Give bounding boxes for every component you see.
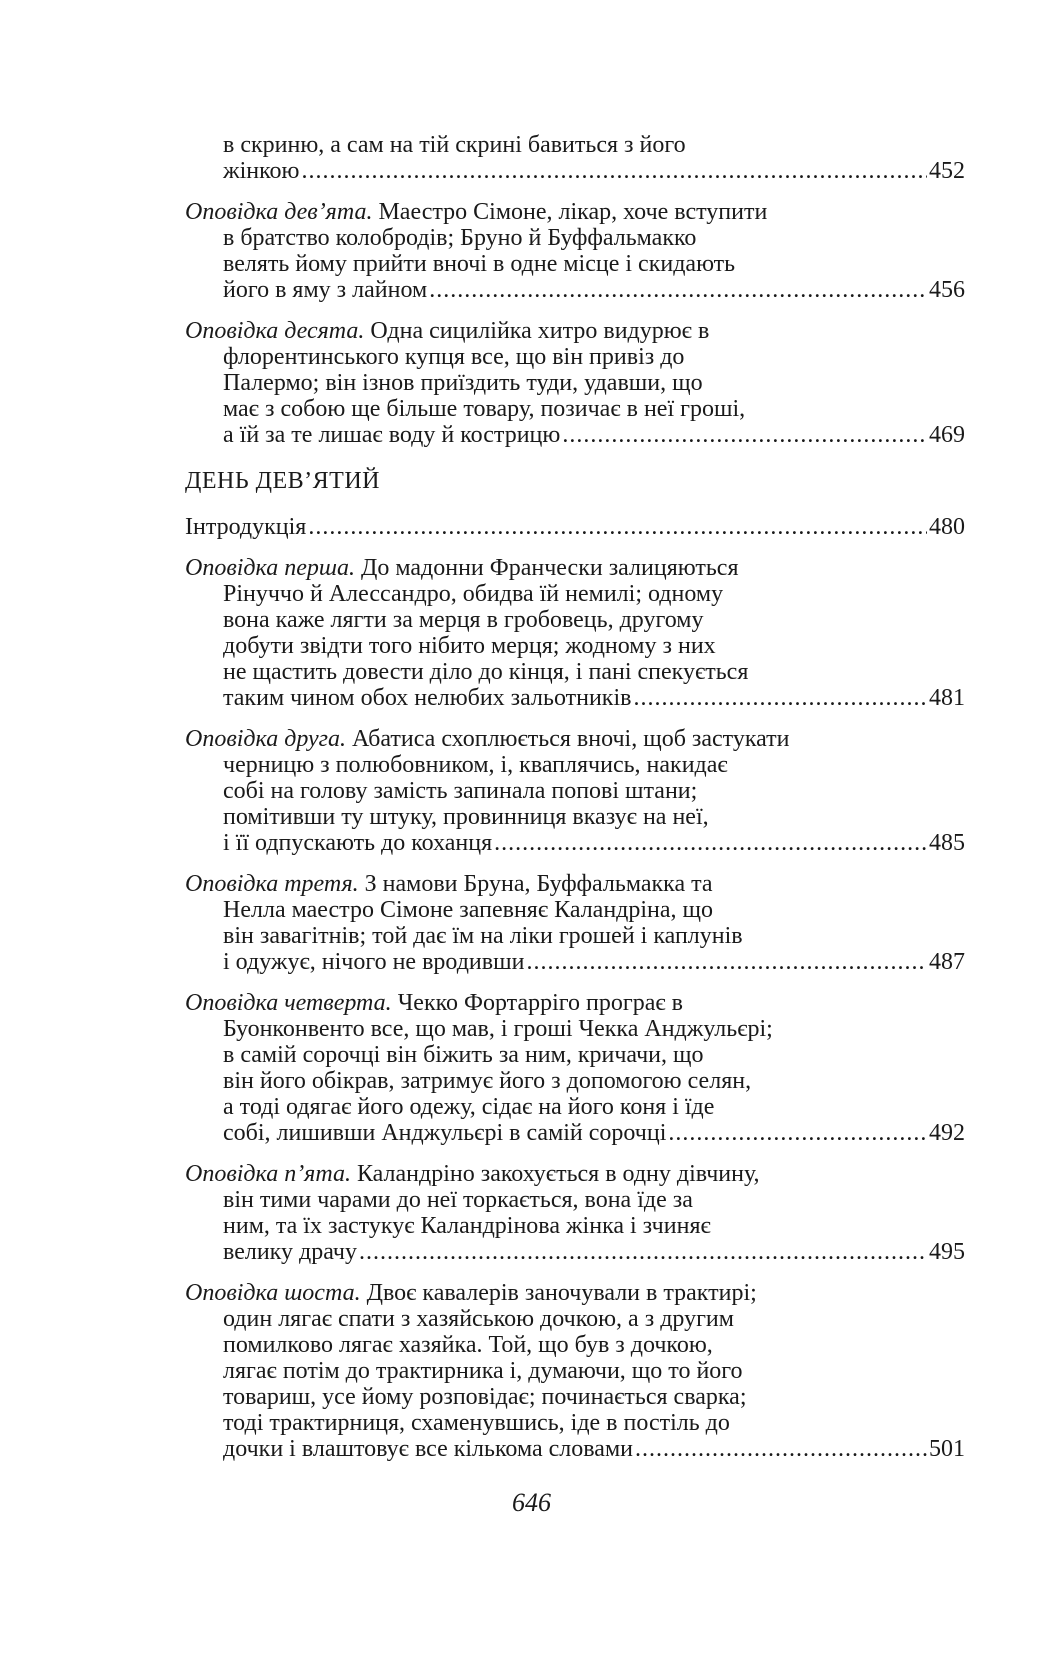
toc-entry-text: собі на голову замість запинала попові штани; (223, 778, 698, 804)
toc-entry-text: Чекко Фортарріго програє в (391, 990, 684, 1016)
toc-entry-text: і її одпускають до коханця (223, 830, 493, 856)
toc-entry-label: Оповідка друга. (185, 726, 347, 752)
toc-entry-last-line (185, 514, 965, 540)
toc-entry-text: і одужує, нічого не вродивши (223, 949, 525, 975)
toc-entry-text: він завагітнів; той дає їм на ліки грошей і каплунів (223, 923, 743, 949)
toc-entry-line (185, 804, 965, 830)
toc-entry-text: він його обікрав, затримує його з допомогою селян, (223, 1068, 752, 1094)
toc-entry-text: З намови Бруна, Буффальмакка та (358, 871, 713, 897)
toc-entry-last-line (185, 1239, 965, 1265)
toc-entry-text: Буонконвенто все, що мав, і гроші Чекка Анджульєрі; (223, 1016, 773, 1042)
toc-entry-text: має з собою ще більше товару, позичає в неї гроші, (223, 396, 746, 422)
toc-entry-line (185, 1187, 965, 1213)
toc-entry-text: а тоді одягає його одежу, сідає на його коня і їде (223, 1094, 715, 1120)
toc-entry-text: Каландріно закохується в одну дівчину, (350, 1161, 760, 1187)
toc-entries-after (185, 555, 965, 1462)
toc-entry-text: помітивши ту штуку, провинниця вказує на неї, (223, 804, 709, 830)
toc-entry (185, 199, 965, 303)
toc-entry-line (185, 1410, 965, 1436)
toc-entry-text: ним, та їх застукує Каландрінова жінка і зчиняє (223, 1213, 711, 1239)
toc-entry-text: собі, лишивши Анджульєрі в самій сорочці (223, 1120, 667, 1146)
toc-entry (185, 555, 965, 711)
toc-entry-text: один лягає спати з хазяйською дочкою, а з другим (223, 1306, 734, 1332)
toc-entry-line (185, 726, 965, 752)
toc-entry-label: Оповідка четверта. (185, 990, 392, 1016)
toc-entry-line (185, 1280, 965, 1306)
toc-entry-line (185, 778, 965, 804)
toc-entry-text: Палермо; він ізнов приїздить туди, удавши, що (223, 370, 703, 396)
dot-leader (668, 1120, 927, 1146)
toc-entry-label: Оповідка перша. (185, 555, 355, 581)
toc-entry-text: в самій сорочці він біжить за ним, кричачи, що (223, 1042, 704, 1068)
toc-entry-text: Двоє кавалерів заночували в трактирі; (360, 1280, 757, 1306)
toc-entry-line (185, 1016, 965, 1042)
toc-entry-label: Оповідка третя. (185, 871, 359, 897)
toc-entry-line (185, 659, 965, 685)
toc-entry-text: він тими чарами до неї торкається, вона їде за (223, 1187, 693, 1213)
toc-entry (185, 1280, 965, 1462)
toc-entry-text: Інтродукція (185, 514, 307, 540)
toc-entry-line (185, 633, 965, 659)
toc-entry-text: таким чином обох нелюбих зальотників (223, 685, 632, 711)
toc-entry-last-line (185, 277, 965, 303)
table-of-contents (185, 132, 965, 1477)
toc-entry-line (185, 318, 965, 344)
toc-entry-text: в братство колобродів; Бруно й Буффальмакко (223, 225, 697, 251)
toc-page-number: 456 (929, 277, 965, 303)
toc-entry-text: Абатиса схоплюється вночі, щоб застукати (346, 726, 790, 752)
toc-page-number: 485 (929, 830, 965, 856)
toc-entry-line (185, 1306, 965, 1332)
toc-entry-last-line (223, 158, 965, 184)
dot-leader (494, 830, 927, 856)
toc-entry-last-line (185, 685, 965, 711)
toc-entry (185, 132, 965, 184)
toc-entry-text: Нелла маестро Сімоне запевняє Каландріна, що (223, 897, 714, 923)
toc-entry-line (185, 555, 965, 581)
toc-entry-text: товариш, усе йому розповідає; починається сварка; (223, 1384, 747, 1410)
dot-leader (633, 685, 927, 711)
toc-entry-line (185, 923, 965, 949)
toc-entry-line (223, 132, 965, 158)
toc-entry-line (185, 225, 965, 251)
toc-entry-line (185, 1161, 965, 1187)
toc-entry-line (185, 990, 965, 1016)
toc-entry-line (185, 1384, 965, 1410)
toc-entry-last-line (185, 1120, 965, 1146)
dot-leader (526, 949, 927, 975)
toc-entry-line (185, 1094, 965, 1120)
toc-entry-line (185, 752, 965, 778)
toc-entry-line (185, 370, 965, 396)
toc-entry-line (185, 1068, 965, 1094)
toc-entry (185, 990, 965, 1146)
section-heading: ДЕНЬ ДЕВ’ЯТИЙ (185, 468, 381, 494)
toc-entry-line (185, 344, 965, 370)
toc-entry-last-line (185, 422, 965, 448)
toc-entry-line (185, 1332, 965, 1358)
toc-entry-text: лягає потім до трактирника і, думаючи, що то його (223, 1358, 743, 1384)
toc-entry-text: тоді трактирниця, схаменувшись, іде в постіль до (223, 1410, 730, 1436)
toc-page-number: 469 (929, 422, 965, 448)
toc-entry-line (185, 1213, 965, 1239)
toc-entry-text: черницю з полюбовником, і, кваплячись, накидає (223, 752, 728, 778)
toc-entry-text: дочки і влаштовує все кількома словами (223, 1436, 633, 1462)
toc-entry-label: Оповідка шоста. (185, 1280, 361, 1306)
dot-leader (635, 1436, 927, 1462)
toc-entry-text: флорентинського купця все, що він привіз до (223, 344, 685, 370)
page-number: 646 (512, 1488, 551, 1517)
toc-page-number: 481 (929, 685, 965, 711)
toc-entry-line (185, 1042, 965, 1068)
toc-entry-text: добути звідти того нібито мерця; жодному з них (223, 633, 716, 659)
toc-entry-line (185, 871, 965, 897)
toc-entries-before (185, 132, 965, 448)
dot-leader (429, 277, 927, 303)
toc-entry-label: Оповідка десята. (185, 318, 365, 344)
toc-page-number: 487 (929, 949, 965, 975)
toc-entry-text: жінкою (223, 158, 300, 184)
toc-entry (185, 1161, 965, 1265)
toc-page-number: 495 (929, 1239, 965, 1265)
toc-entry-text: а їй за те лишає воду й кострицю (223, 422, 561, 448)
toc-entry-label: Оповідка дев’ята. (185, 199, 373, 225)
toc-entry-text: Рінуччо й Алессандро, обидва їй немилі; одному (223, 581, 724, 607)
toc-entry-text: велику драчу (223, 1239, 357, 1265)
dot-leader (359, 1239, 927, 1265)
toc-entry-text: в скриню, а сам на тій скрині бавиться з його (223, 132, 686, 158)
toc-page-number: 480 (929, 514, 965, 540)
toc-entry-text: велять йому прийти вночі в одне місце і скидають (223, 251, 736, 277)
toc-page-number: 501 (929, 1436, 965, 1462)
toc-entry-text: До мадонни Франчески залицяються (354, 555, 739, 581)
toc-entry-text: помилково лягає хазяйка. Той, що був з дочкою, (223, 1332, 713, 1358)
toc-entry-line (185, 251, 965, 277)
toc-page-number: 492 (929, 1120, 965, 1146)
toc-entry-line (185, 396, 965, 422)
toc-entry-line (185, 581, 965, 607)
toc-entry-line (185, 199, 965, 225)
toc-entry-last-line (185, 830, 965, 856)
dot-leader (301, 158, 927, 184)
toc-entry-line (185, 897, 965, 923)
toc-entry (185, 318, 965, 448)
toc-entry-line (185, 607, 965, 633)
dot-leader (562, 422, 927, 448)
toc-entry (185, 871, 965, 975)
dot-leader (308, 514, 927, 540)
toc-entry-text: Маестро Сімоне, лікар, хоче вступити (372, 199, 768, 225)
toc-entry-text: його в яму з лайном (223, 277, 428, 303)
toc-entry-label: Оповідка п’ята. (185, 1161, 351, 1187)
toc-entry-introduction (185, 514, 965, 540)
toc-entry-text: Одна сицилійка хитро видурює в (364, 318, 710, 344)
toc-entry (185, 726, 965, 856)
toc-page-number: 452 (929, 158, 965, 184)
toc-entry-text: не щастить довести діло до кінця, і пані спекується (223, 659, 749, 685)
toc-entry-text: вона каже лягти за мерця в гробовець, другому (223, 607, 704, 633)
toc-entry-last-line (185, 949, 965, 975)
toc-entry-last-line (185, 1436, 965, 1462)
toc-entry-line (185, 1358, 965, 1384)
